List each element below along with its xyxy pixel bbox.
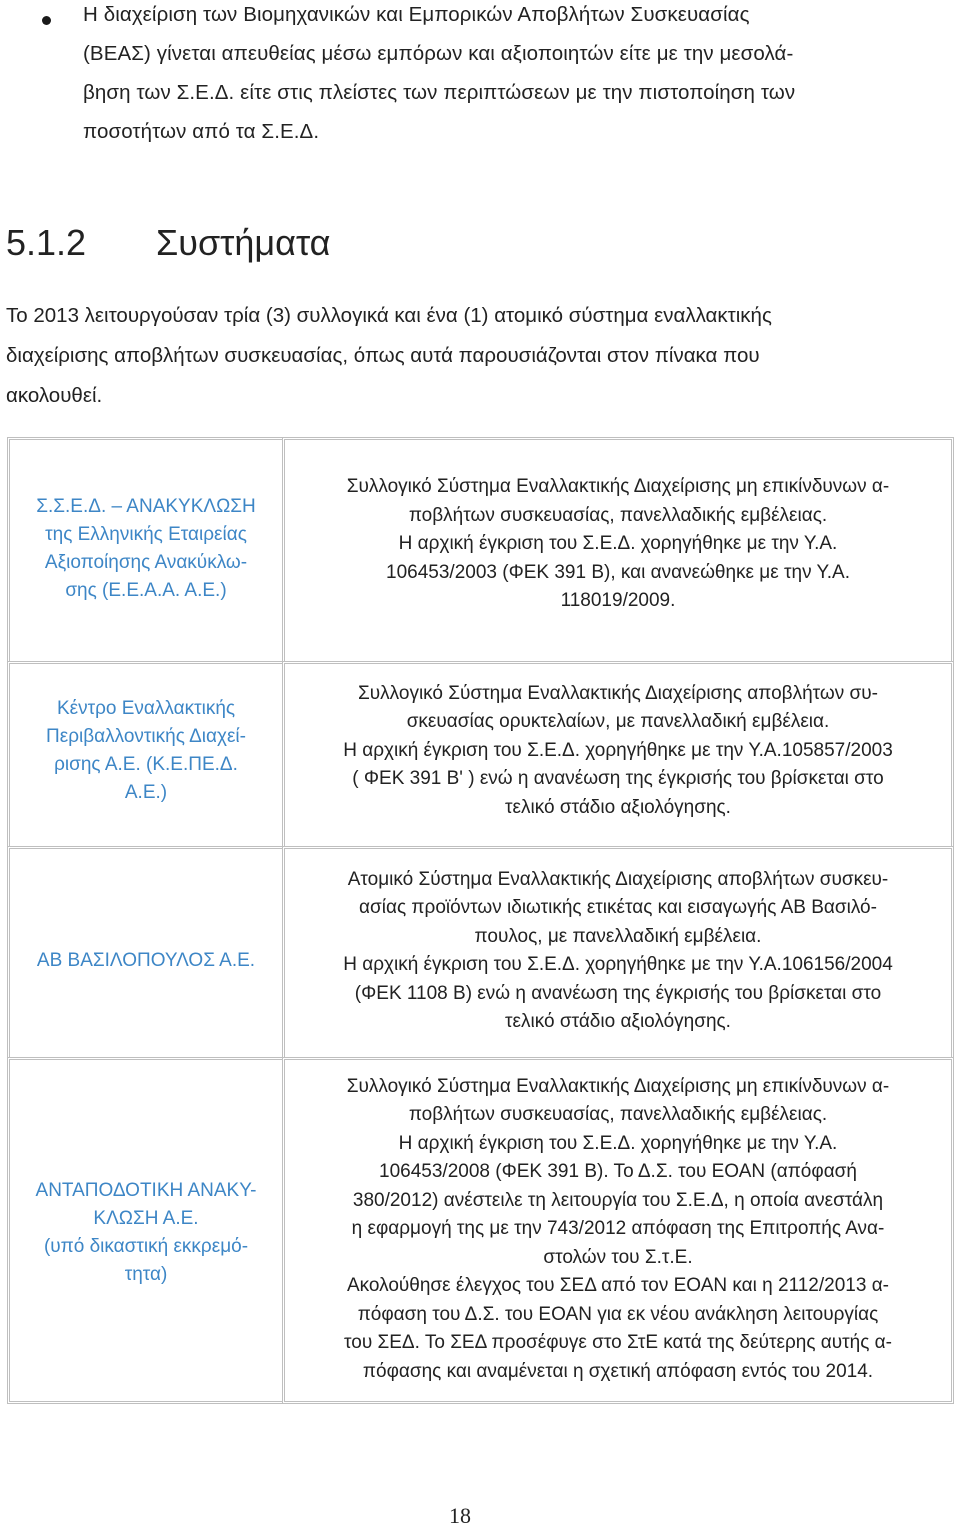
system-name-cell [7, 661, 282, 846]
description-line: Η αρχική έγκριση του Σ.Ε.Δ. χορηγήθηκε με την Υ.Α.106156/2004 [343, 954, 893, 975]
table-row [7, 437, 954, 661]
description-line: 118019/2009. [560, 590, 676, 612]
text-line: Το 2013 λειτουργούσαν τρία (3) συλλογικά και ένα (1) ατομικό σύστημα εναλλακτικής [6, 304, 772, 327]
description-line: στολών του Σ.τ.Ε. [543, 1246, 693, 1268]
table-row [7, 846, 954, 1057]
system-description-cell [282, 437, 954, 661]
description-line: τελικό στάδιο αξιολόγησης. [505, 796, 731, 818]
system-name-line: ρισης Α.Ε. (Κ.Ε.ΠΕ.Δ. [54, 754, 238, 775]
description-line: Η αρχική έγκριση του Σ.Ε.Δ. χορηγήθηκε με την Υ.Α. [398, 1132, 838, 1154]
description-line: σκευασίας ορυκτελαίων, με πανελλαδική εμβέλεια. [406, 711, 830, 733]
system-name-line: (υπό δικαστική εκκρεμό- [43, 1235, 249, 1257]
description-line: ασίας προϊόντων ιδιωτικής ετικέτας και εισαγωγής ΑΒ Βασιλό- [359, 897, 877, 918]
system-name-line: της Ελληνικής Εταιρείας [45, 523, 247, 545]
description-line: ποβλήτων συσκευασίας, πανελλαδικής εμβέλειας. [408, 504, 828, 526]
system-name-line: τητα) [124, 1263, 168, 1285]
system-name-line: Αξιοποίησης Ανακύκλω- [44, 551, 248, 573]
description-line: 106453/2003 (ΦΕΚ 391 Β), και ανανεώθηκε με την Υ.Α. [386, 561, 850, 583]
system-description-cell [282, 1057, 954, 1404]
table-row [7, 1057, 954, 1404]
description-line: (ΦΕΚ 1108 Β) ενώ η ανανέωση της έγκρισής του βρίσκεται στο [354, 982, 882, 1004]
text-line: βηση των Σ.Ε.Δ. είτε στις πλείστες των περιπτώσεων με την πιστοποίηση των [83, 81, 796, 104]
description-line: πόφασης και αναμένεται η σχετική απόφαση εντός του 2014. [362, 1360, 874, 1382]
bullet-paragraph-text [83, 0, 923, 146]
description-line: η εφαρμογή της με την 743/2012 απόφαση της Επιτροπής Ανα- [351, 1218, 885, 1240]
description-line: του ΣΕΔ. Το ΣΕΔ προσέφυγε στο ΣτΕ κατά της δεύτερης αυτής α- [344, 1332, 892, 1354]
description-line: τελικό στάδιο αξιολόγησης. [505, 1011, 731, 1032]
system-description-cell [282, 661, 954, 846]
text-line: διαχείρισης αποβλήτων συσκευασίας, όπως αυτά παρουσιάζονται στον πίνακα που [6, 344, 760, 367]
bullet-dot-icon [42, 16, 51, 25]
description-line: 106453/2008 (ΦΕΚ 391 Β). Το Δ.Σ. του ΕΟΑΝ (απόφασή [379, 1161, 857, 1183]
system-name-line: Κέντρο Εναλλακτικής [56, 698, 236, 719]
description-line: ( ΦΕΚ 391 Β' ) ενώ η ανανέωση της έγκρισής του βρίσκεται στο [352, 768, 884, 790]
section-heading [6, 220, 330, 266]
description-line: Συλλογικό Σύστημα Εναλλακτικής Διαχείρισης μη επικίνδυνων α- [346, 1075, 890, 1097]
text-line: ποσοτήτων από τα Σ.Ε.Δ. [83, 120, 320, 143]
description-line: Η αρχική έγκριση του Σ.Ε.Δ. χορηγήθηκε με την Υ.Α. [398, 533, 838, 555]
description-line: Ατομικό Σύστημα Εναλλακτικής Διαχείρισης αποβλήτων συσκευ- [347, 868, 889, 890]
page-number: 18 [449, 1503, 471, 1528]
system-name-line: ΑΝΤΑΠΟΔΟΤΙΚΗ ΑΝΑΚΥ- [35, 1179, 257, 1201]
system-name-cell [7, 1057, 282, 1404]
text-line: (ΒΕΑΣ) γίνεται απευθείας μέσω εμπόρων και αξιοποιητών είτε με την μεσολά- [83, 42, 794, 65]
description-line: Ακολούθησε έλεγχος του ΣΕΔ από τον ΕΟΑΝ και η 2112/2013 α- [346, 1275, 890, 1297]
system-name-cell [7, 437, 282, 661]
system-name-line: Σ.Σ.Ε.Δ. – ΑΝΑΚΥΚΛΩΣΗ [36, 495, 256, 517]
system-name-line: ΑΒ ΒΑΣΙΛΟΠΟΥΛΟΣ Α.Ε. [36, 950, 256, 971]
text-line: ακολουθεί. [6, 384, 103, 407]
description-line: 380/2012) ανέστειλε τη λειτουργία του Σ.Ε.Δ, η οποία ανεστάλη [352, 1189, 884, 1211]
system-name-line: Περιβαλλοντικής Διαχεί- [46, 726, 246, 747]
system-name-line: Α.Ε.) [124, 782, 168, 803]
description-line: ποβλήτων συσκευασίας, πανελλαδικής εμβέλειας. [408, 1104, 828, 1126]
system-name-line: ΚΛΩΣΗ Α.Ε. [93, 1207, 199, 1229]
table-row [7, 661, 954, 846]
section-title: Συστήματα [156, 222, 331, 263]
system-name-cell [7, 846, 282, 1057]
description-line: Συλλογικό Σύστημα Εναλλακτικής Διαχείρισης μη επικίνδυνων α- [346, 476, 890, 498]
text-line: Η διαχείριση των Βιομηχανικών και Εμπορικών Αποβλήτων Συσκευασίας [83, 3, 750, 26]
description-line: Η αρχική έγκριση του Σ.Ε.Δ. χορηγήθηκε με την Υ.Α.105857/2003 [343, 739, 893, 761]
system-name-line: σης (Ε.Ε.Α.Α. Α.Ε.) [65, 579, 227, 601]
description-line: πουλος, με πανελλαδική εμβέλεια. [474, 925, 762, 947]
systems-table [7, 437, 954, 1404]
system-description-cell [282, 846, 954, 1057]
intro-paragraph [6, 296, 926, 416]
description-line: Συλλογικό Σύστημα Εναλλακτικής Διαχείρισης αποβλήτων συ- [358, 682, 878, 704]
description-line: πόφαση του Δ.Σ. του ΕΟΑΝ για εκ νέου ανάκληση λειτουργίας [357, 1303, 879, 1325]
section-number: 5.1.2 [6, 222, 87, 263]
